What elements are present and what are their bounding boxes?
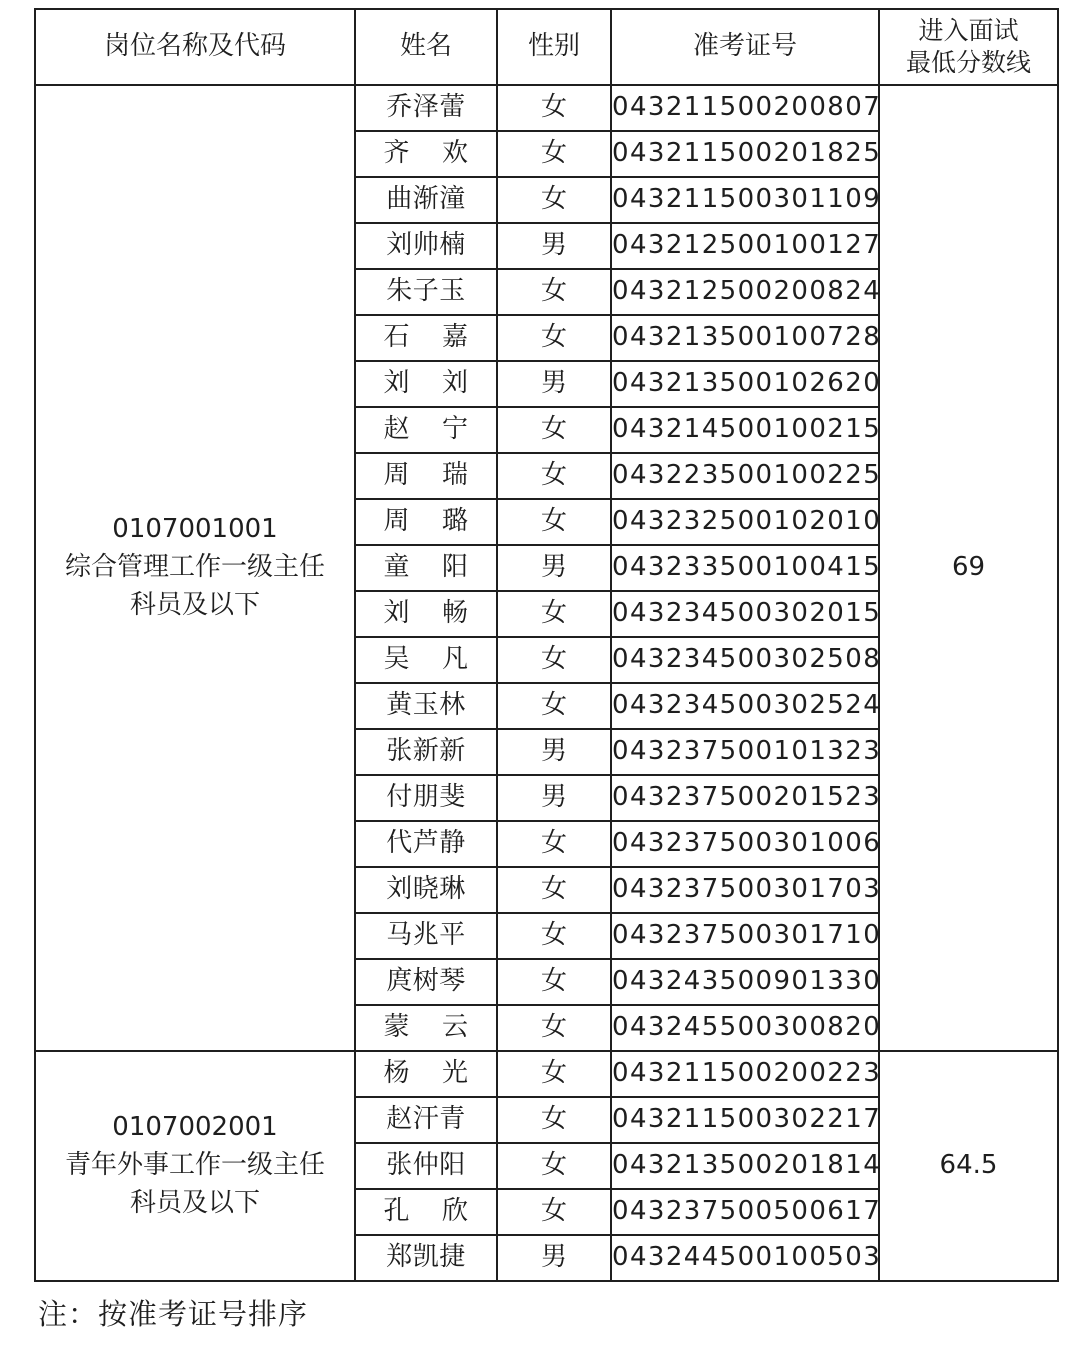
position-title-line2: 科员及以下	[129, 589, 260, 620]
candidate-exam-no: 043211500200223	[611, 1051, 879, 1097]
candidate-name	[355, 821, 497, 867]
candidate-gender: 女	[497, 177, 611, 223]
candidate-gender: 女	[497, 637, 611, 683]
header-exam-no: 准考证号	[611, 9, 879, 85]
candidate-name-part: 周	[383, 506, 410, 537]
candidate-name-part: 童	[383, 552, 410, 583]
candidate-exam-no: 043211500200807	[611, 85, 879, 131]
candidate-name	[355, 361, 497, 407]
candidate-name-part: 璐	[442, 506, 469, 537]
min-score-cell: 69	[879, 85, 1058, 1051]
candidate-gender: 女	[497, 867, 611, 913]
candidate-name	[355, 1235, 497, 1281]
candidate-name-part: 赵	[383, 414, 410, 445]
candidate-gender: 女	[497, 1143, 611, 1189]
candidate-name	[355, 453, 497, 499]
header-min-score-line1: 进入面试	[918, 16, 1019, 45]
candidate-exam-no: 043211500301109	[611, 177, 879, 223]
candidate-name-part: 马兆平	[386, 920, 466, 951]
candidate-name-part: 赵汗青	[386, 1104, 466, 1135]
candidate-name-part: 张仲阳	[386, 1150, 466, 1181]
candidate-gender: 男	[497, 729, 611, 775]
candidate-name-part: 曲渐潼	[386, 184, 466, 215]
candidate-gender: 女	[497, 453, 611, 499]
candidate-name-part: 付朋斐	[386, 782, 466, 813]
candidate-name	[355, 269, 497, 315]
candidate-name-part: 宁	[442, 414, 469, 445]
candidate-name	[355, 1097, 497, 1143]
candidate-gender: 男	[497, 775, 611, 821]
candidate-name-part: 光	[442, 1058, 469, 1089]
candidate-exam-no: 043234500302015	[611, 591, 879, 637]
candidate-gender: 男	[497, 361, 611, 407]
candidate-exam-no: 043214500100215	[611, 407, 879, 453]
candidate-name-part: 刘	[383, 368, 410, 399]
candidate-exam-no: 043237500500617	[611, 1189, 879, 1235]
candidate-name	[355, 407, 497, 453]
candidate-name-part: 张新新	[386, 736, 466, 767]
candidate-gender: 女	[497, 1005, 611, 1051]
candidate-exam-no: 043243500901330	[611, 959, 879, 1005]
candidate-gender: 男	[497, 545, 611, 591]
candidate-name-part: 石	[383, 322, 410, 353]
candidate-name	[355, 499, 497, 545]
candidate-name-part: 郑凯捷	[386, 1242, 466, 1273]
candidate-name	[355, 1005, 497, 1051]
candidate-name	[355, 131, 497, 177]
candidate-gender: 女	[497, 407, 611, 453]
footnote: 注：按准考证号排序	[38, 1297, 309, 1331]
candidate-name	[355, 1051, 497, 1097]
candidate-exam-no: 043237500301006	[611, 821, 879, 867]
candidate-exam-no: 043211500302217	[611, 1097, 879, 1143]
candidate-exam-no: 043234500302508	[611, 637, 879, 683]
candidate-name	[355, 683, 497, 729]
candidate-name-part: 朱子玉	[386, 276, 466, 307]
candidate-name-part: 刘帅楠	[386, 230, 466, 261]
header-position: 岗位名称及代码	[35, 9, 355, 85]
candidate-name-part: 周	[383, 460, 410, 491]
candidate-name	[355, 177, 497, 223]
candidate-gender: 女	[497, 1189, 611, 1235]
candidate-gender: 女	[497, 131, 611, 177]
candidate-exam-no: 043233500100415	[611, 545, 879, 591]
candidate-exam-no: 043234500302524	[611, 683, 879, 729]
header-min-score-line2: 最低分数线	[905, 48, 1031, 77]
header-row	[35, 9, 1058, 85]
candidate-name-part: 杨	[383, 1058, 410, 1089]
candidate-gender: 女	[497, 821, 611, 867]
min-score-cell: 64.5	[879, 1051, 1058, 1281]
candidate-name-part: 嘉	[442, 322, 469, 353]
candidate-gender: 女	[497, 913, 611, 959]
candidate-name-part: 吴	[383, 644, 410, 675]
candidate-name-part: 刘	[383, 598, 410, 629]
candidate-exam-no: 043237500301703	[611, 867, 879, 913]
candidate-name-part: 云	[442, 1012, 469, 1043]
position-cell	[35, 85, 355, 1051]
candidate-name-part: 瑞	[442, 460, 469, 491]
candidate-gender: 女	[497, 85, 611, 131]
candidate-name-part: 阳	[442, 552, 469, 583]
candidate-gender: 女	[497, 315, 611, 361]
candidate-exam-no: 043213500100728	[611, 315, 879, 361]
candidate-name	[355, 315, 497, 361]
candidate-name	[355, 1143, 497, 1189]
table-row	[35, 85, 1058, 131]
candidate-name-part: 庹树琴	[386, 966, 466, 997]
candidate-exam-no: 043212500100127	[611, 223, 879, 269]
position-code: 0107002001	[112, 1112, 278, 1143]
candidate-name	[355, 729, 497, 775]
candidate-name	[355, 637, 497, 683]
candidate-exam-no: 043211500201825	[611, 131, 879, 177]
candidate-exam-no: 043237500201523	[611, 775, 879, 821]
table-row	[35, 1051, 1058, 1097]
candidate-exam-no: 043232500102010	[611, 499, 879, 545]
candidate-name-part: 欢	[442, 138, 469, 169]
candidate-name	[355, 1189, 497, 1235]
position-title-line1: 青年外事工作一级主任	[64, 1150, 325, 1181]
candidate-name-part: 蒙	[383, 1012, 410, 1043]
candidate-name-part: 孔	[383, 1196, 410, 1227]
candidate-name	[355, 591, 497, 637]
candidate-exam-no: 043213500102620	[611, 361, 879, 407]
candidate-exam-no: 043237500301710	[611, 913, 879, 959]
candidate-name-part: 黄玉林	[386, 690, 466, 721]
header-gender: 性别	[497, 9, 611, 85]
candidate-name	[355, 775, 497, 821]
candidate-name	[355, 223, 497, 269]
header-name: 姓名	[355, 9, 497, 85]
interview-list-sheet	[34, 8, 1057, 1291]
candidate-exam-no: 043223500100225	[611, 453, 879, 499]
candidate-exam-no: 043213500201814	[611, 1143, 879, 1189]
candidate-table	[34, 8, 1059, 1282]
candidate-gender: 女	[497, 499, 611, 545]
candidate-gender: 女	[497, 1051, 611, 1097]
candidate-gender: 女	[497, 1097, 611, 1143]
candidate-gender: 女	[497, 959, 611, 1005]
candidate-name-part: 刘	[442, 368, 469, 399]
position-code: 0107001001	[112, 514, 278, 545]
candidate-name-part: 乔泽蕾	[386, 92, 466, 123]
candidate-exam-no: 043245500300820	[611, 1005, 879, 1051]
candidate-name	[355, 545, 497, 591]
candidate-name-part: 齐	[383, 138, 410, 169]
position-title-line1: 综合管理工作一级主任	[64, 552, 325, 583]
candidate-name-part: 刘晓琳	[386, 874, 466, 905]
candidate-name-part: 凡	[442, 644, 469, 675]
candidate-exam-no: 043212500200824	[611, 269, 879, 315]
header-min-score	[879, 9, 1058, 85]
candidate-name-part: 欣	[442, 1196, 469, 1227]
position-cell	[35, 1051, 355, 1281]
candidate-name-part: 代芦静	[386, 828, 466, 859]
candidate-name	[355, 913, 497, 959]
position-title-line2: 科员及以下	[129, 1187, 260, 1218]
candidate-name-part: 畅	[442, 598, 469, 629]
candidate-gender: 女	[497, 269, 611, 315]
candidate-exam-no: 043244500100503	[611, 1235, 879, 1281]
candidate-exam-no: 043237500101323	[611, 729, 879, 775]
candidate-gender: 女	[497, 683, 611, 729]
candidate-gender: 男	[497, 223, 611, 269]
table-body	[35, 85, 1058, 1281]
candidate-gender: 女	[497, 591, 611, 637]
candidate-name	[355, 959, 497, 1005]
candidate-name	[355, 867, 497, 913]
candidate-gender: 男	[497, 1235, 611, 1281]
candidate-name	[355, 85, 497, 131]
